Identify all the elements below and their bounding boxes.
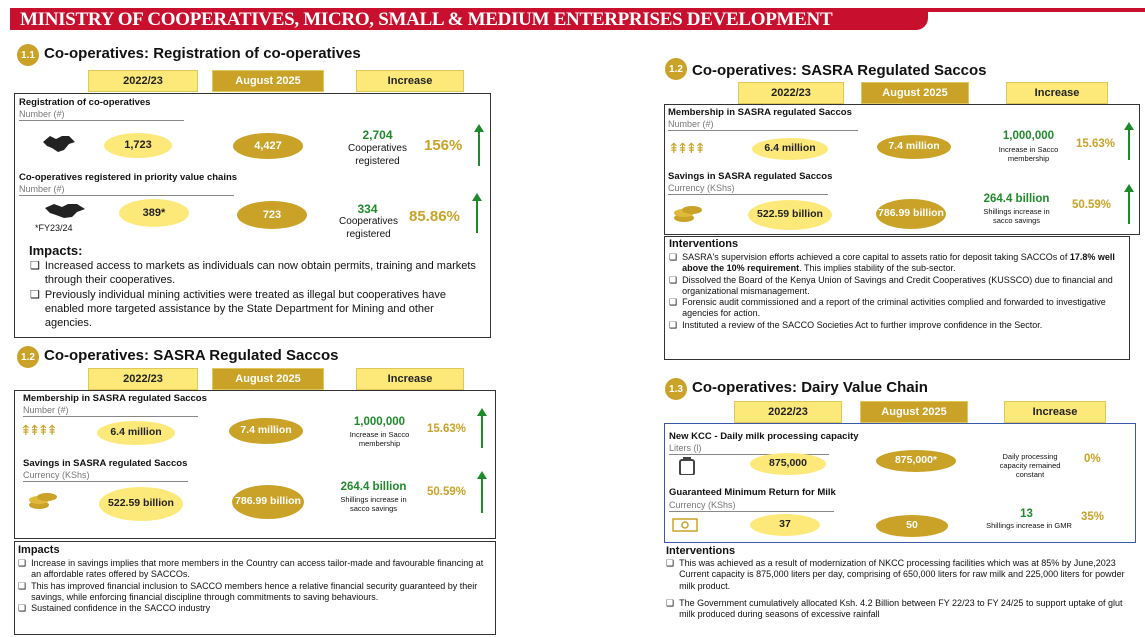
value-aug-2025: 7.4 million bbox=[877, 135, 951, 159]
value-aug-2025: 786.99 billion bbox=[876, 199, 946, 229]
value-2022-23: 37 bbox=[750, 514, 820, 536]
value-aug-2025: 50 bbox=[876, 515, 948, 537]
value-2022-23: 522.59 billion bbox=[99, 487, 183, 521]
up-arrow-icon bbox=[481, 414, 483, 448]
interventions-heading: Interventions bbox=[669, 238, 739, 250]
value-2022-23: 6.4 million bbox=[97, 421, 175, 445]
intervention-item: ❑ Instituted a review of the SACCO Societies Act to further improve confidence in the Sector. bbox=[669, 319, 1043, 330]
value-2022-23: 1,723 bbox=[104, 133, 172, 158]
ministry-banner bbox=[10, 8, 928, 30]
col-header-increase: Increase bbox=[356, 368, 464, 390]
increase-value: 334 bbox=[357, 202, 378, 216]
col-header-2022-23: 2022/23 bbox=[738, 82, 844, 104]
interventions-list bbox=[666, 558, 1126, 620]
increase-percent: 35% bbox=[1081, 511, 1105, 523]
cash-icon bbox=[672, 518, 698, 537]
increase-percent: 50.59% bbox=[1072, 199, 1112, 211]
col-header-increase: Increase bbox=[1006, 82, 1108, 104]
row-unit: Number (#) bbox=[19, 184, 65, 194]
section-title: Co-operatives: SASRA Regulated Saccos bbox=[44, 347, 339, 364]
value-aug-2025: 4,427 bbox=[233, 133, 303, 159]
row-divider bbox=[19, 195, 234, 196]
impact-item: ❑ This has improved financial inclusion to SACCO members hence a relative financial security guaranteed by their savings, while enforcing financial discipline through commitments to saving behaviours. bbox=[18, 580, 478, 602]
increase-caption: Shillings increase in sacco savings bbox=[340, 495, 407, 513]
section-badge: 1.2 bbox=[17, 346, 39, 368]
row-divider bbox=[668, 130, 858, 131]
impact-item: ❑ Previously individual mining activities were treated as illegal but cooperatives have enabled more targeted assistance by the State Department for Mining and other agencies. bbox=[30, 288, 446, 330]
row-divider bbox=[668, 194, 828, 195]
up-arrow-icon bbox=[1128, 190, 1130, 224]
section-title: Co-operatives: SASRA Regulated Saccos bbox=[692, 62, 987, 79]
increase-value: 264.4 billion bbox=[983, 193, 1050, 205]
col-header-2022-23: 2022/23 bbox=[88, 70, 198, 92]
increase-value: 264.4 billion bbox=[340, 481, 407, 493]
row-unit: Currency (KShs) bbox=[669, 500, 736, 510]
value-2022-23: 389* bbox=[119, 199, 189, 227]
intervention-item: ❑ Forensic audit commissioned and a report of the criminal activities complied and forwarded to investigative agencies for action. bbox=[669, 297, 1106, 319]
section-title: Co-operatives: Registration of co-operatives bbox=[44, 45, 361, 62]
value-2022-23: 875,000 bbox=[750, 453, 826, 475]
increase-caption: Shillings increase in GMR bbox=[986, 521, 1072, 530]
impact-item: ❑ Increase in savings implies that more members in the Country can access tailor-made and favourable financing at an affordable rates offered by SACCOs. bbox=[18, 558, 484, 580]
row-label: Savings in SASRA regulated Saccos bbox=[23, 458, 188, 469]
value-aug-2025: 7.4 million bbox=[229, 418, 303, 444]
increase-caption: Daily processing capacity remained constant bbox=[999, 452, 1061, 479]
row-label: Guaranteed Minimum Return for Milk bbox=[669, 487, 836, 498]
increase-percent: 50.59% bbox=[427, 486, 467, 498]
up-arrow-icon bbox=[476, 199, 478, 233]
up-arrow-icon bbox=[1128, 128, 1130, 160]
increase-caption: Cooperatives registered bbox=[339, 216, 398, 240]
increase-value: 1,000,000 bbox=[1002, 130, 1055, 142]
impact-item: ❑ Increased access to markets as individuals can now obtain permits, training and markets through their cooperatives. bbox=[30, 260, 476, 287]
row-label: Registration of co-operatives bbox=[19, 97, 151, 108]
row-divider bbox=[19, 120, 184, 121]
value-aug-2025: 723 bbox=[237, 201, 307, 229]
row-divider bbox=[23, 416, 198, 417]
row-label: Membership in SASRA regulated Saccos bbox=[23, 393, 207, 404]
row-unit: Number (#) bbox=[23, 405, 69, 415]
milk-can-icon bbox=[679, 457, 695, 480]
col-header-increase: Increase bbox=[356, 70, 464, 92]
increase-percent: 0% bbox=[1084, 453, 1101, 465]
increase-value: 13 bbox=[1020, 508, 1033, 520]
up-arrow-icon bbox=[478, 130, 480, 166]
row-unit: Number (#) bbox=[668, 119, 714, 129]
row-unit: Currency (KShs) bbox=[668, 183, 735, 193]
interventions-list bbox=[669, 252, 1124, 331]
impacts-list bbox=[30, 259, 482, 330]
up-arrow-icon bbox=[481, 477, 483, 513]
row-label: New KCC - Daily milk processing capacity bbox=[669, 431, 859, 442]
row-divider bbox=[669, 511, 834, 512]
col-header-2022-23: 2022/23 bbox=[88, 368, 198, 390]
increase-percent: 85.86% bbox=[409, 208, 460, 225]
row-label: Membership in SASRA regulated Saccos bbox=[668, 107, 852, 118]
increase-percent: 15.63% bbox=[427, 423, 467, 435]
interventions-heading: Interventions bbox=[666, 545, 736, 557]
intervention-item: ❑ This was achieved as a result of modernization of NKCC processing facilities which was at 85% by June,2023 Current capacity is 875,000 liters per day, comprising of 650,000 liters for raw milk and 225,000 liters for powder milk product. bbox=[666, 558, 1125, 591]
col-header-increase: Increase bbox=[1004, 401, 1106, 423]
increase-caption: Cooperatives registered bbox=[348, 143, 407, 167]
row-divider bbox=[23, 481, 188, 482]
row-unit: Number (#) bbox=[19, 109, 65, 119]
people-icon: ⇞⇞⇞⇞ bbox=[668, 140, 703, 156]
increase-percent: 156% bbox=[424, 137, 463, 154]
increase-percent: 15.63% bbox=[1076, 138, 1116, 150]
value-aug-2025: 875,000* bbox=[876, 450, 956, 472]
section-title: Co-operatives: Dairy Value Chain bbox=[692, 379, 928, 396]
impacts-list bbox=[18, 558, 488, 614]
section-badge: 1.1 bbox=[17, 44, 39, 66]
intervention-item: ❑ The Government cumulatively allocated Ksh. 4.2 Billion between FY 22/23 to FY 24/25 to support uptake of glut milk produced during seasons of excessive rainfall bbox=[666, 597, 1123, 619]
section-badge: 1.2 bbox=[665, 58, 687, 80]
col-header-august-2025: August 2025 bbox=[860, 401, 968, 423]
section-badge: 1.3 bbox=[665, 378, 687, 400]
banner-title: MINISTRY OF COOPERATIVES, MICRO, SMALL & MEDIUM ENTERPRISES DEVELOPMENT bbox=[20, 9, 833, 30]
col-header-2022-23: 2022/23 bbox=[734, 401, 842, 423]
increase-caption: Increase in Sacco membership bbox=[998, 145, 1059, 163]
col-header-august-2025: August 2025 bbox=[212, 70, 324, 92]
row-unit: Currency (KShs) bbox=[23, 470, 90, 480]
value-aug-2025: 786.99 billion bbox=[232, 485, 304, 519]
col-header-august-2025: August 2025 bbox=[212, 368, 324, 390]
value-2022-23: 522.59 billion bbox=[748, 200, 832, 230]
increase-value: 2,704 bbox=[362, 128, 393, 142]
impacts-heading: Impacts: bbox=[29, 243, 83, 258]
increase-caption: Increase in Sacco membership bbox=[349, 430, 410, 448]
people-icon: ⇞⇞⇞⇞ bbox=[20, 422, 55, 438]
coins-icon bbox=[27, 489, 59, 518]
handshake-icon bbox=[42, 132, 76, 161]
banner-rule bbox=[928, 8, 1145, 12]
coins-icon bbox=[672, 202, 704, 231]
row-unit: Liters (l) bbox=[669, 443, 702, 453]
impact-item: ❑ Sustained confidence in the SACCO industry bbox=[18, 603, 211, 613]
row-label: Savings in SASRA regulated Saccos bbox=[668, 171, 833, 182]
handshake-icon bbox=[44, 203, 86, 224]
footnote: *FY23/24 bbox=[35, 223, 73, 233]
intervention-item: ❑ Dissolved the Board of the Kenya Union of Savings and Credit Cooperatives (KUSSCO) due to financial and organizational mismanagement. bbox=[669, 274, 1113, 296]
row-label: Co-operatives registered in priority value chains bbox=[19, 172, 238, 183]
value-2022-23: 6.4 million bbox=[752, 138, 828, 160]
increase-caption: Shillings increase in sacco savings bbox=[983, 207, 1050, 225]
col-header-august-2025: August 2025 bbox=[861, 82, 969, 104]
intervention-item: ❑ SASRA's supervision efforts achieved a core capital to assets ratio for deposit taking SACCOs of 17.8% well above the 10% requirement. This implies stability of the sub-sector. bbox=[669, 252, 1115, 274]
increase-value: 1,000,000 bbox=[353, 416, 406, 428]
impacts-heading: Impacts bbox=[18, 544, 60, 556]
